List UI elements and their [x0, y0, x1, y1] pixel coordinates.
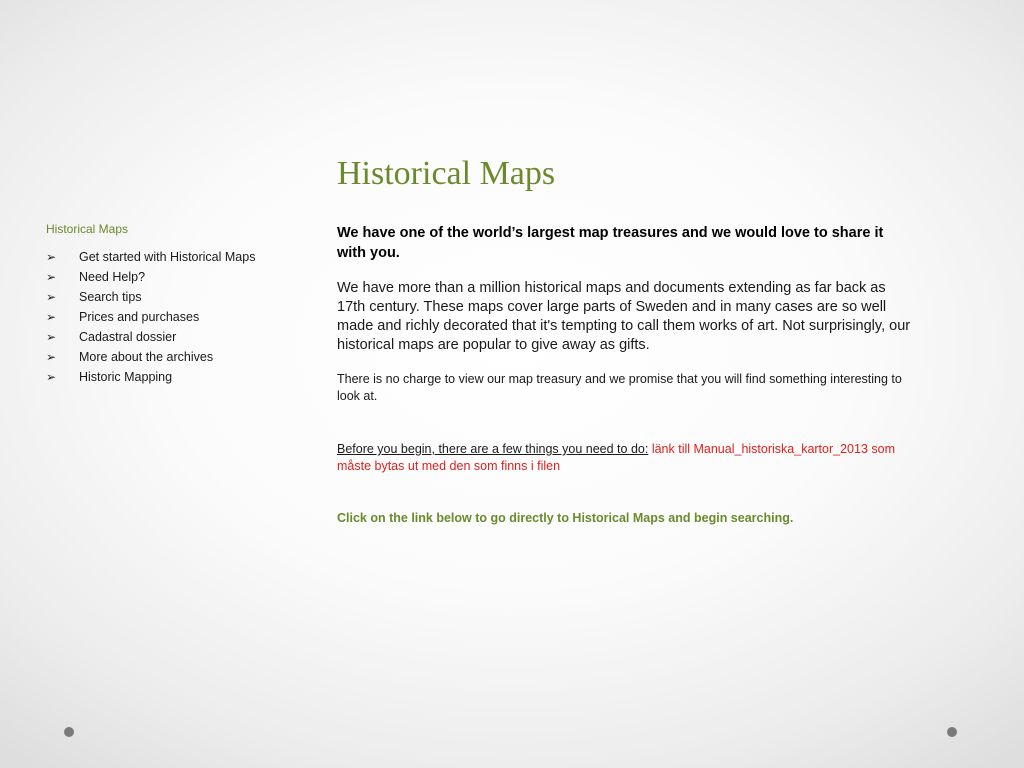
- body-paragraph: We have more than a million historical maps and documents extending as far back as 17th century. These maps cover large parts of Sweden and in many cases are so well made and richly decorated that it's tempting to call them works of art. Not surprisingly, our historical maps are popular to give away as gifts.: [337, 280, 911, 353]
- sidebar-item-label: Cadastral dossier: [79, 330, 177, 344]
- main-content: [337, 223, 915, 405]
- sidebar-item-prices[interactable]: [46, 307, 296, 327]
- sidebar-item-label: Search tips: [79, 290, 142, 304]
- decorative-dot-right: [947, 727, 957, 737]
- arrow-bullet-icon: ➢: [46, 290, 57, 304]
- sidebar-nav-list: [46, 247, 296, 387]
- arrow-bullet-icon: ➢: [46, 250, 57, 264]
- sidebar-item-search-tips[interactable]: [46, 287, 296, 307]
- arrow-bullet-icon: ➢: [46, 310, 57, 324]
- sidebar-item-label: More about the archives: [79, 350, 214, 364]
- before-you-begin-paragraph: [337, 441, 915, 475]
- lead-paragraph: We have one of the world’s largest map treasures and we would love to share it with you.: [337, 225, 884, 261]
- sidebar-heading: Historical Maps: [46, 222, 129, 236]
- sidebar-item-label: Need Help?: [79, 270, 146, 284]
- page-title: Historical Maps: [337, 155, 556, 192]
- arrow-bullet-icon: ➢: [46, 350, 57, 364]
- historical-maps-cta[interactable]: Click on the link below to go directly to Historical Maps and begin searching.: [337, 511, 794, 525]
- sidebar-item-label: Prices and purchases: [79, 310, 200, 324]
- sidebar-item-label: Historic Mapping: [79, 370, 173, 384]
- arrow-bullet-icon: ➢: [46, 370, 57, 384]
- free-viewing-paragraph: There is no charge to view our map treasury and we promise that you will find something interesting to look at.: [337, 372, 902, 403]
- sidebar-item-get-started[interactable]: [46, 247, 296, 267]
- before-you-begin-link[interactable]: Before you begin, there are a few things you need to do:: [337, 442, 649, 456]
- sidebar-item-label: Get started with Historical Maps: [79, 250, 256, 264]
- sidebar-item-archives[interactable]: [46, 347, 296, 367]
- sidebar-item-cadastral[interactable]: [46, 327, 296, 347]
- arrow-bullet-icon: ➢: [46, 270, 57, 284]
- arrow-bullet-icon: ➢: [46, 330, 57, 344]
- decorative-dot-left: [64, 727, 74, 737]
- sidebar-item-need-help[interactable]: [46, 267, 296, 287]
- sidebar-item-historic-mapping[interactable]: [46, 367, 296, 387]
- sidebar: [46, 221, 296, 387]
- editor-note: länk till Manual_historiska_kartor_2013 som måste bytas ut med den som finns i filen: [337, 442, 895, 473]
